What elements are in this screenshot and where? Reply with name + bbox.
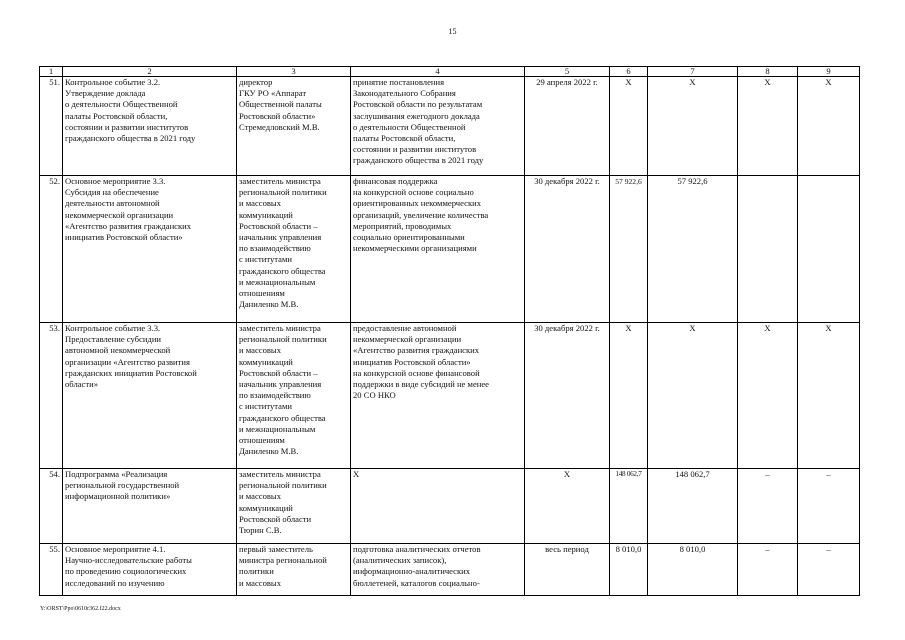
date-cell: весь период xyxy=(525,544,610,596)
value-cell-8 xyxy=(738,176,798,323)
value-cell-9: Х xyxy=(798,77,860,176)
table-row xyxy=(40,77,860,176)
value-cell-7: 148 062,7 xyxy=(648,469,738,544)
page-number: 15 xyxy=(448,27,457,36)
responsible-cell: директор ГКУ РО «Аппарат Общественной палаты Ростовской области» Стремедловский М.В. xyxy=(237,77,351,176)
event-cell: Контрольное событие 3.3. Предоставление субсидии автономной некоммерческой организации «Агентство развития гражданских инициатив Ростовской области» xyxy=(63,323,237,469)
value-cell-6: 8 010,0 xyxy=(610,544,648,596)
value-cell-6: Х xyxy=(610,323,648,469)
result-cell: предоставление автономной некоммерческой организации «Агентство развития гражданских инициатив Ростовской области» на конкурсной основе финансовой поддержки в виде субсидий не менее 20 СО НКО xyxy=(351,323,525,469)
responsible-cell: заместитель министра региональной политики и массовых коммуникаций Ростовской области Тюрин С.В. xyxy=(237,469,351,544)
event-cell: Основное мероприятие 4.1. Научно-исследовательские работы по проведению социологических исследований по изучению xyxy=(63,544,237,596)
value-cell-6: 57 922,6 xyxy=(610,176,648,323)
result-cell: финансовая поддержка на конкурсной основе социально ориентированных некоммерческих организаций, увеличение количества мероприятий, проводимых социально ориентированными некоммерческими организациями xyxy=(351,176,525,323)
col-header-5: 5 xyxy=(525,67,610,77)
result-cell: подготовка аналитических отчетов (аналитических записок), информационно-аналитических бюллетеней, каталогов социально- xyxy=(351,544,525,596)
responsible-cell: первый заместитель министра региональной политики и массовых xyxy=(237,544,351,596)
date-cell: 30 декабря 2022 г. xyxy=(525,323,610,469)
col-header-4: 4 xyxy=(351,67,525,77)
value-cell-9: – xyxy=(798,469,860,544)
event-cell: Основное мероприятие 3.3. Субсидия на обеспечение деятельности автономной некоммерческой организации «Агентство развития гражданских инициатив Ростовской области» xyxy=(63,176,237,323)
value-cell-8: – xyxy=(738,469,798,544)
date-cell: 30 декабря 2022 г. xyxy=(525,176,610,323)
header-row xyxy=(40,67,860,77)
value-cell-7: Х xyxy=(648,77,738,176)
value-cell-9 xyxy=(798,176,860,323)
date-cell: 29 апреля 2022 г. xyxy=(525,77,610,176)
value-cell-9: – xyxy=(798,544,860,596)
col-header-6: 6 xyxy=(610,67,648,77)
table-row xyxy=(40,323,860,469)
value-cell-8: – xyxy=(738,544,798,596)
result-cell: Х xyxy=(351,469,525,544)
value-cell-7: 57 922,6 xyxy=(648,176,738,323)
row-number: 53. xyxy=(40,323,63,469)
col-header-8: 8 xyxy=(738,67,798,77)
table-row xyxy=(40,544,860,596)
value-cell-8: Х xyxy=(738,323,798,469)
col-header-7: 7 xyxy=(648,67,738,77)
row-number: 54. xyxy=(40,469,63,544)
value-cell-6: Х xyxy=(610,77,648,176)
row-number: 51. xyxy=(40,77,63,176)
table-row xyxy=(40,469,860,544)
value-cell-7: Х xyxy=(648,323,738,469)
table-row xyxy=(40,176,860,323)
value-cell-8: Х xyxy=(738,77,798,176)
col-header-1: 1 xyxy=(40,67,63,77)
responsible-cell: заместитель министра региональной политики и массовых коммуникаций Ростовской области – начальник управления по взаимодействию с институтами гражданского общества и межнациональным отношениям Даниленко М.В. xyxy=(237,323,351,469)
file-path-footer: Y:\ORST\Ppo\0610r362.f22.docx xyxy=(40,606,121,612)
row-number: 55. xyxy=(40,544,63,596)
plan-table xyxy=(39,66,860,596)
value-cell-9: Х xyxy=(798,323,860,469)
value-cell-6: 148 062,7 xyxy=(610,469,648,544)
col-header-3: 3 xyxy=(237,67,351,77)
col-header-2: 2 xyxy=(63,67,237,77)
row-number: 52. xyxy=(40,176,63,323)
date-cell: Х xyxy=(525,469,610,544)
result-cell: принятие постановления Законодательного Собрания Ростовской области по результатам заслушивания ежегодного доклада о деятельности Общественной палаты Ростовской области, состоянии и развитии институтов гражданского общества в 2021 году xyxy=(351,77,525,176)
value-cell-7: 8 010,0 xyxy=(648,544,738,596)
responsible-cell: заместитель министра региональной политики и массовых коммуникаций Ростовской области – начальник управления по взаимодействию с институтами гражданского общества и межнациональным отношениям Даниленко М.В. xyxy=(237,176,351,323)
event-cell: Контрольное событие 3.2. Утверждение доклада о деятельности Общественной палаты Ростовской области, состоянии и развитии институтов гражданского общества в 2021 году xyxy=(63,77,237,176)
col-header-9: 9 xyxy=(798,67,860,77)
event-cell: Подпрограмма «Реализация региональной государственной информационной политики» xyxy=(63,469,237,544)
